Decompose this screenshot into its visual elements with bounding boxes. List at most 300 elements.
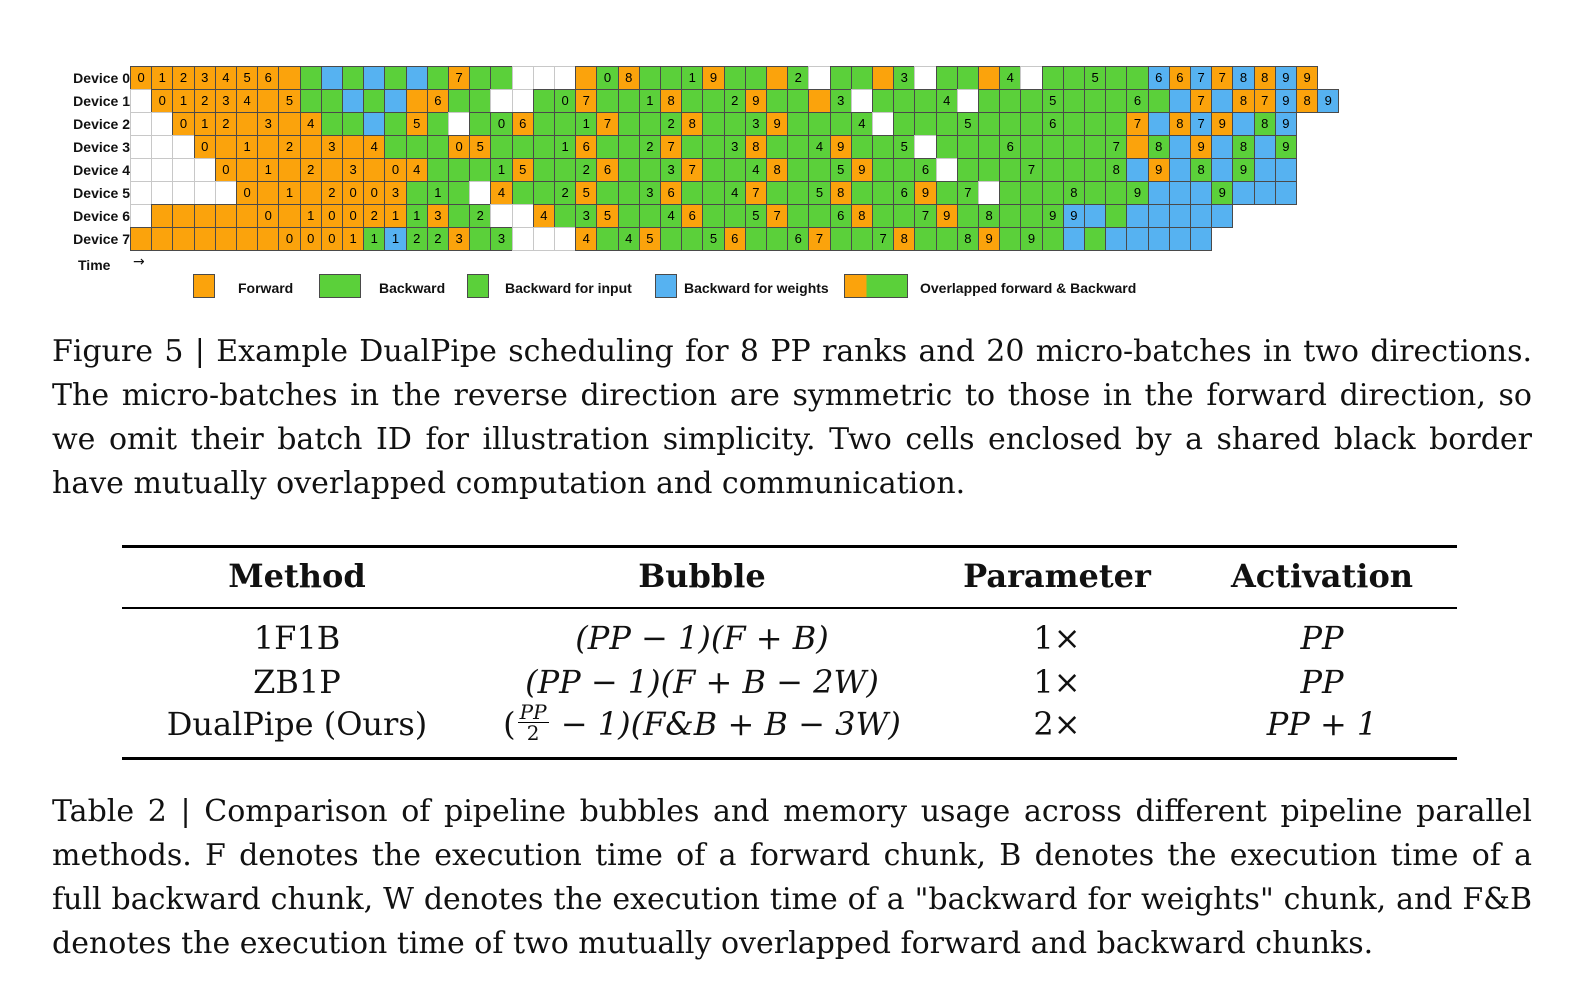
table-caption-line: denotes the execution time of two mutually overlapped forward and backward chunks. <box>52 926 1374 961</box>
time-arrow-icon: → <box>133 254 145 270</box>
schedule-cell-forward: 0 <box>172 112 194 136</box>
schedule-cell-backward <box>936 181 958 205</box>
schedule-cell-empty <box>914 135 936 159</box>
schedule-cell-backward-weights <box>1126 227 1148 251</box>
schedule-cell-forward: 0 <box>300 227 322 251</box>
schedule-cell-backward <box>1020 181 1042 205</box>
schedule-cell-forward: 7 <box>575 89 597 113</box>
schedule-cell-empty <box>554 227 576 251</box>
schedule-cell-backward-weights <box>1275 181 1297 205</box>
schedule-cell-backward <box>830 227 852 251</box>
schedule-cell-backward: 2 <box>639 135 661 159</box>
schedule-cell-backward <box>448 158 470 182</box>
schedule-cell-backward: 1 <box>575 112 597 136</box>
schedule-cell-forward <box>808 89 830 113</box>
schedule-cell-backward <box>893 89 915 113</box>
schedule-cell-backward <box>321 89 343 113</box>
schedule-cell-backward <box>702 89 724 113</box>
schedule-cell-forward: 8 <box>660 89 682 113</box>
schedule-cell-backward-weights <box>363 66 385 90</box>
legend-label: Backward for input <box>505 280 632 296</box>
legend-swatch-backward-input <box>467 274 489 298</box>
schedule-cell-backward <box>830 112 852 136</box>
schedule-cell-forward: 0 <box>321 227 343 251</box>
legend-label: Overlapped forward & Backward <box>920 280 1137 296</box>
schedule-cell-empty <box>130 158 152 182</box>
legend-swatch-backward-weights <box>655 274 677 298</box>
schedule-cell-backward <box>406 135 428 159</box>
schedule-cell-backward <box>893 204 915 228</box>
schedule-cell-forward <box>172 227 194 251</box>
schedule-cell-forward <box>257 181 279 205</box>
schedule-cell-backward-weights <box>1169 89 1191 113</box>
schedule-cell-backward <box>978 158 1000 182</box>
schedule-cell-forward <box>766 66 788 90</box>
schedule-cell-empty <box>533 66 555 90</box>
table-caption <box>52 790 1532 966</box>
schedule-cell-forward: 4 <box>533 204 555 228</box>
schedule-cell-backward: 7 <box>914 204 936 228</box>
schedule-cell-forward: 9 <box>1211 112 1233 136</box>
schedule-cell-backward: 3 <box>639 181 661 205</box>
table-cell-bubble: (PP − 1)(F + B) <box>575 619 829 657</box>
schedule-cell-forward: 8 <box>766 158 788 182</box>
schedule-cell-backward <box>1042 227 1064 251</box>
schedule-cell-forward: 5 <box>575 181 597 205</box>
schedule-cell-backward <box>554 158 576 182</box>
schedule-cell-backward <box>639 112 661 136</box>
legend-label: Backward <box>379 280 446 296</box>
device-label: Device 5 <box>73 185 130 201</box>
device-label: Device 7 <box>73 231 130 247</box>
schedule-cell-forward: 8 <box>1232 89 1254 113</box>
schedule-cell-empty <box>978 181 1000 205</box>
schedule-cell-forward: 9 <box>851 158 873 182</box>
schedule-cell-backward: 9 <box>1232 158 1254 182</box>
schedule-cell-backward: 2 <box>575 158 597 182</box>
schedule-cell-forward: 3 <box>384 181 406 205</box>
schedule-cell-forward: 0 <box>236 181 258 205</box>
schedule-cell-backward <box>1063 66 1085 90</box>
schedule-cell-backward <box>999 181 1021 205</box>
schedule-cell-backward: 2 <box>787 66 809 90</box>
schedule-cell-backward <box>342 66 364 90</box>
schedule-cell-backward <box>384 112 406 136</box>
schedule-cell-backward: 4 <box>618 227 640 251</box>
schedule-cell-backward-weights <box>1148 227 1170 251</box>
schedule-cell-backward <box>363 89 385 113</box>
schedule-cell-backward-weights: 6 <box>1148 66 1170 90</box>
schedule-cell-empty <box>151 135 173 159</box>
schedule-cell-backward-weights <box>321 66 343 90</box>
schedule-cell-backward <box>681 135 703 159</box>
schedule-cell-forward: 8 <box>745 135 767 159</box>
schedule-cell-backward-weights <box>1211 135 1233 159</box>
schedule-cell-backward <box>554 112 576 136</box>
schedule-cell-backward: 1 <box>406 204 428 228</box>
schedule-cell-backward-weights <box>1148 112 1170 136</box>
schedule-cell-backward-weights <box>1254 158 1276 182</box>
header-activation: Activation <box>1230 557 1414 595</box>
schedule-cell-forward: 0 <box>342 181 364 205</box>
schedule-cell-backward <box>702 135 724 159</box>
schedule-cell-backward-weights <box>1254 181 1276 205</box>
schedule-cell-backward <box>1042 66 1064 90</box>
schedule-cell-forward: 4 <box>575 227 597 251</box>
table-cell-parameter: 2× <box>1033 705 1081 743</box>
device-label: Device 1 <box>73 93 130 109</box>
schedule-cell-forward: 3 <box>194 66 216 90</box>
schedule-cell-backward: 6 <box>1126 89 1148 113</box>
schedule-cell-backward <box>787 181 809 205</box>
schedule-cell-forward: 5 <box>278 89 300 113</box>
schedule-cell-backward <box>1063 158 1085 182</box>
schedule-cell-forward <box>278 158 300 182</box>
schedule-cell-backward: 0 <box>490 112 512 136</box>
schedule-cell-empty <box>172 158 194 182</box>
schedule-cell-forward: 9 <box>914 181 936 205</box>
device-label: Device 3 <box>73 139 130 155</box>
schedule-cell-backward: 8 <box>1254 112 1276 136</box>
schedule-cell-forward: 4 <box>363 135 385 159</box>
schedule-cell-empty <box>130 181 152 205</box>
schedule-cell-backward: 3 <box>745 112 767 136</box>
schedule-cell-forward <box>278 204 300 228</box>
schedule-cell-backward <box>1042 158 1064 182</box>
schedule-cell-forward <box>194 227 216 251</box>
schedule-cell-backward: 8 <box>1232 135 1254 159</box>
schedule-cell-backward: 4 <box>745 158 767 182</box>
schedule-cell-backward <box>1084 227 1106 251</box>
schedule-cell-backward: 9 <box>1126 181 1148 205</box>
schedule-cell-backward <box>893 158 915 182</box>
schedule-cell-backward-weights <box>1211 204 1233 228</box>
schedule-cell-backward-weights <box>1148 181 1170 205</box>
schedule-cell-backward-weights <box>1063 227 1085 251</box>
schedule-cell-backward <box>384 66 406 90</box>
schedule-cell-backward: 5 <box>1042 89 1064 113</box>
schedule-cell-forward: 9 <box>978 227 1000 251</box>
schedule-cell-backward-weights <box>1190 227 1212 251</box>
schedule-cell-forward: 8 <box>851 204 873 228</box>
schedule-cell-backward <box>596 135 618 159</box>
schedule-cell-forward <box>321 158 343 182</box>
schedule-cell-backward <box>406 181 428 205</box>
schedule-cell-forward: 6 <box>596 158 618 182</box>
schedule-cell-forward <box>172 204 194 228</box>
schedule-cell-backward <box>1105 66 1127 90</box>
schedule-cell-backward <box>596 181 618 205</box>
device-label: Device 0 <box>73 70 130 86</box>
schedule-cell-backward-weights <box>363 112 385 136</box>
schedule-cell-backward: 4 <box>808 135 830 159</box>
legend-swatch-forward <box>193 274 215 298</box>
schedule-cell-empty <box>957 89 979 113</box>
schedule-cell-empty <box>151 158 173 182</box>
schedule-cell-empty <box>512 66 534 90</box>
schedule-cell-backward <box>1063 135 1085 159</box>
schedule-cell-forward: 9 <box>766 112 788 136</box>
legend-label: Backward for weights <box>684 280 829 296</box>
schedule-cell-backward <box>469 227 491 251</box>
schedule-cell-backward-weights: 8 <box>1232 66 1254 90</box>
schedule-cell-forward: 9 <box>1190 135 1212 159</box>
schedule-cell-forward: 3 <box>427 204 449 228</box>
schedule-cell-forward: 2 <box>321 181 343 205</box>
schedule-cell-forward <box>406 89 428 113</box>
schedule-cell-forward: 5 <box>236 66 258 90</box>
schedule-cell-backward <box>808 112 830 136</box>
schedule-cell-forward: 7 <box>1126 112 1148 136</box>
schedule-cell-backward <box>321 112 343 136</box>
schedule-cell-backward <box>999 112 1021 136</box>
schedule-cell-backward-weights <box>384 89 406 113</box>
table-cell-bubble: (PP − 1)(F + B − 2W) <box>525 663 879 701</box>
schedule-cell-backward-weights <box>1275 158 1297 182</box>
schedule-cell-backward <box>1105 89 1127 113</box>
schedule-cell-forward <box>363 158 385 182</box>
schedule-cell-backward: 8 <box>1148 135 1170 159</box>
schedule-cell-empty <box>194 158 216 182</box>
schedule-cell-forward: 0 <box>448 135 470 159</box>
schedule-cell-backward-weights <box>1169 181 1191 205</box>
schedule-cell-backward-weights: 7 <box>1190 112 1212 136</box>
schedule-cell-backward <box>978 112 1000 136</box>
schedule-cell-backward: 7 <box>1020 158 1042 182</box>
legend-swatch-backward <box>319 274 361 298</box>
schedule-cell-backward <box>660 66 682 90</box>
schedule-cell-backward <box>702 181 724 205</box>
schedule-cell-forward <box>236 112 258 136</box>
schedule-cell-backward: 3 <box>893 66 915 90</box>
schedule-cell-backward <box>427 135 449 159</box>
schedule-cell-backward-weights <box>1190 204 1212 228</box>
schedule-cell-backward <box>999 227 1021 251</box>
schedule-cell-backward <box>1020 135 1042 159</box>
schedule-cell-forward: 3 <box>342 158 364 182</box>
schedule-cell-backward-weights <box>1126 158 1148 182</box>
fraction <box>518 702 549 743</box>
schedule-cell-backward <box>766 89 788 113</box>
schedule-cell-backward <box>872 204 894 228</box>
schedule-cell-backward: 0 <box>554 89 576 113</box>
schedule-cell-forward: 5 <box>596 204 618 228</box>
schedule-cell-forward: 1 <box>278 181 300 205</box>
schedule-cell-backward: 2 <box>406 227 428 251</box>
schedule-cell-backward <box>724 204 746 228</box>
schedule-cell-backward <box>936 227 958 251</box>
schedule-cell-backward <box>999 204 1021 228</box>
schedule-cell-empty <box>490 204 512 228</box>
table-cell-method: 1F1B <box>253 619 341 657</box>
schedule-cell-backward <box>999 158 1021 182</box>
schedule-cell-forward: 4 <box>300 112 322 136</box>
schedule-cell-forward: 9 <box>702 66 724 90</box>
schedule-cell-backward: 5 <box>893 135 915 159</box>
schedule-cell-backward <box>448 181 470 205</box>
schedule-cell-forward: 1 <box>194 112 216 136</box>
schedule-cell-empty <box>512 204 534 228</box>
schedule-cell-backward <box>808 204 830 228</box>
schedule-cell-backward <box>681 181 703 205</box>
table-mid-rule <box>122 607 1457 609</box>
schedule-cell-backward <box>512 181 534 205</box>
schedule-cell-backward <box>1020 112 1042 136</box>
schedule-cell-forward: 1 <box>172 89 194 113</box>
schedule-cell-forward: 4 <box>490 181 512 205</box>
schedule-cell-forward: 7 <box>808 227 830 251</box>
schedule-cell-empty <box>851 89 873 113</box>
schedule-cell-backward: 9 <box>1275 135 1297 159</box>
schedule-cell-backward: 5 <box>702 227 724 251</box>
schedule-cell-backward: 6 <box>999 135 1021 159</box>
schedule-cell-backward <box>533 181 555 205</box>
schedule-cell-backward <box>639 158 661 182</box>
schedule-cell-backward <box>596 227 618 251</box>
schedule-cell-backward <box>1042 135 1064 159</box>
schedule-cell-backward <box>533 135 555 159</box>
schedule-cell-backward <box>1105 112 1127 136</box>
schedule-cell-backward: 3 <box>660 158 682 182</box>
schedule-cell-forward: 9 <box>745 89 767 113</box>
schedule-cell-forward: 7 <box>1211 66 1233 90</box>
schedule-cell-backward <box>851 181 873 205</box>
schedule-cell-forward: 4 <box>215 66 237 90</box>
schedule-cell-forward: 3 <box>257 112 279 136</box>
schedule-cell-forward: 0 <box>342 204 364 228</box>
schedule-cell-empty <box>914 66 936 90</box>
schedule-cell-backward <box>872 158 894 182</box>
schedule-cell-forward: 7 <box>448 66 470 90</box>
schedule-cell-backward: 4 <box>724 181 746 205</box>
schedule-cell-backward: 5 <box>830 158 852 182</box>
schedule-cell-backward <box>1020 89 1042 113</box>
schedule-cell-backward: 8 <box>1190 158 1212 182</box>
schedule-cell-backward-weights <box>1169 135 1191 159</box>
schedule-cell-backward: 6 <box>830 204 852 228</box>
table-caption-line: full backward chunk, W denotes the execution time of a "backward for weights" chunk, and F&B <box>52 882 1532 917</box>
schedule-cell-forward: 7 <box>1190 89 1212 113</box>
schedule-cell-backward <box>300 66 322 90</box>
schedule-cell-forward: 8 <box>1169 112 1191 136</box>
schedule-cell-backward <box>448 204 470 228</box>
schedule-cell-backward-weights <box>1126 204 1148 228</box>
schedule-cell-backward: 4 <box>936 89 958 113</box>
schedule-cell-forward: 3 <box>448 227 470 251</box>
schedule-cell-forward: 0 <box>278 227 300 251</box>
schedule-cell-forward <box>151 227 173 251</box>
schedule-cell-backward <box>787 158 809 182</box>
schedule-cell-backward <box>1042 181 1064 205</box>
schedule-cell-forward: 2 <box>172 66 194 90</box>
schedule-cell-backward: 8 <box>957 227 979 251</box>
schedule-cell-backward <box>787 204 809 228</box>
schedule-cell-backward <box>745 227 767 251</box>
schedule-cell-backward: 7 <box>957 181 979 205</box>
schedule-cell-forward: 2 <box>194 89 216 113</box>
table-cell-method: ZB1P <box>253 663 341 701</box>
table-top-rule <box>122 545 1457 548</box>
schedule-cell-backward: 3 <box>724 135 746 159</box>
schedule-cell-backward <box>745 66 767 90</box>
schedule-cell-backward <box>1084 181 1106 205</box>
schedule-cell-backward: 2 <box>469 204 491 228</box>
schedule-cell-backward: 8 <box>1063 181 1085 205</box>
schedule-cell-forward: 6 <box>257 66 279 90</box>
schedule-cell-backward-weights <box>1211 89 1233 113</box>
device-label: Device 2 <box>73 116 130 132</box>
schedule-cell-backward <box>1148 89 1170 113</box>
schedule-cell-forward <box>130 227 152 251</box>
schedule-cell-empty <box>872 112 894 136</box>
schedule-cell-backward-weights <box>1148 204 1170 228</box>
schedule-cell-backward <box>851 135 873 159</box>
schedule-cell-backward <box>342 112 364 136</box>
schedule-cell-forward: 1 <box>236 135 258 159</box>
schedule-cell-backward-weights <box>1169 204 1191 228</box>
schedule-cell-forward: 2 <box>300 158 322 182</box>
schedule-cell-backward <box>681 89 703 113</box>
pipeline-schedule-figure <box>0 0 1588 310</box>
schedule-cell-backward-weights: 7 <box>1190 66 1212 90</box>
schedule-cell-backward <box>1126 66 1148 90</box>
schedule-cell-backward <box>1084 158 1106 182</box>
table-caption-line: Table 2 | Comparison of pipeline bubbles and memory usage across different pipeline parallel <box>52 794 1532 829</box>
schedule-cell-forward: 6 <box>681 204 703 228</box>
schedule-cell-backward <box>766 227 788 251</box>
schedule-cell-backward: 2 <box>660 112 682 136</box>
schedule-cell-empty <box>151 112 173 136</box>
schedule-cell-forward: 5 <box>469 135 491 159</box>
schedule-cell-backward: 4 <box>851 112 873 136</box>
schedule-cell-forward: 7 <box>1254 89 1276 113</box>
schedule-cell-backward <box>639 204 661 228</box>
figure-caption-line: have mutually overlapped computation and communication. <box>52 466 966 501</box>
schedule-cell-forward <box>151 204 173 228</box>
schedule-cell-backward <box>851 227 873 251</box>
schedule-cell-forward: 5 <box>639 227 661 251</box>
schedule-cell-backward <box>618 158 640 182</box>
schedule-cell-backward-weights <box>1232 181 1254 205</box>
schedule-cell-backward <box>1084 89 1106 113</box>
schedule-cell-forward <box>575 66 597 90</box>
schedule-cell-backward <box>766 181 788 205</box>
schedule-cell-forward: 7 <box>681 158 703 182</box>
figure-caption-line: Figure 5 | Example DualPipe scheduling for 8 PP ranks and 20 micro-batches in two directions. <box>52 334 1532 369</box>
schedule-cell-forward: 8 <box>1254 66 1276 90</box>
schedule-cell-backward <box>618 135 640 159</box>
schedule-cell-backward-weights <box>1190 181 1212 205</box>
schedule-cell-forward: 0 <box>215 158 237 182</box>
schedule-cell-backward: 1 <box>490 158 512 182</box>
schedule-cell-forward: 7 <box>660 135 682 159</box>
schedule-cell-backward: 2 <box>724 89 746 113</box>
schedule-cell-backward <box>512 135 534 159</box>
schedule-cell-forward: 0 <box>151 89 173 113</box>
schedule-cell-forward: 6 <box>724 227 746 251</box>
schedule-cell-forward <box>236 204 258 228</box>
schedule-cell-forward: 9 <box>1296 66 1318 90</box>
schedule-cell-backward <box>618 181 640 205</box>
schedule-cell-forward <box>342 135 364 159</box>
schedule-cell-backward <box>618 89 640 113</box>
table-bottom-rule <box>122 757 1457 760</box>
schedule-cell-backward-weights <box>1105 227 1127 251</box>
schedule-cell-forward <box>1126 135 1148 159</box>
schedule-cell-forward: 0 <box>257 204 279 228</box>
schedule-cell-backward <box>851 66 873 90</box>
schedule-cell-backward: 3 <box>490 227 512 251</box>
